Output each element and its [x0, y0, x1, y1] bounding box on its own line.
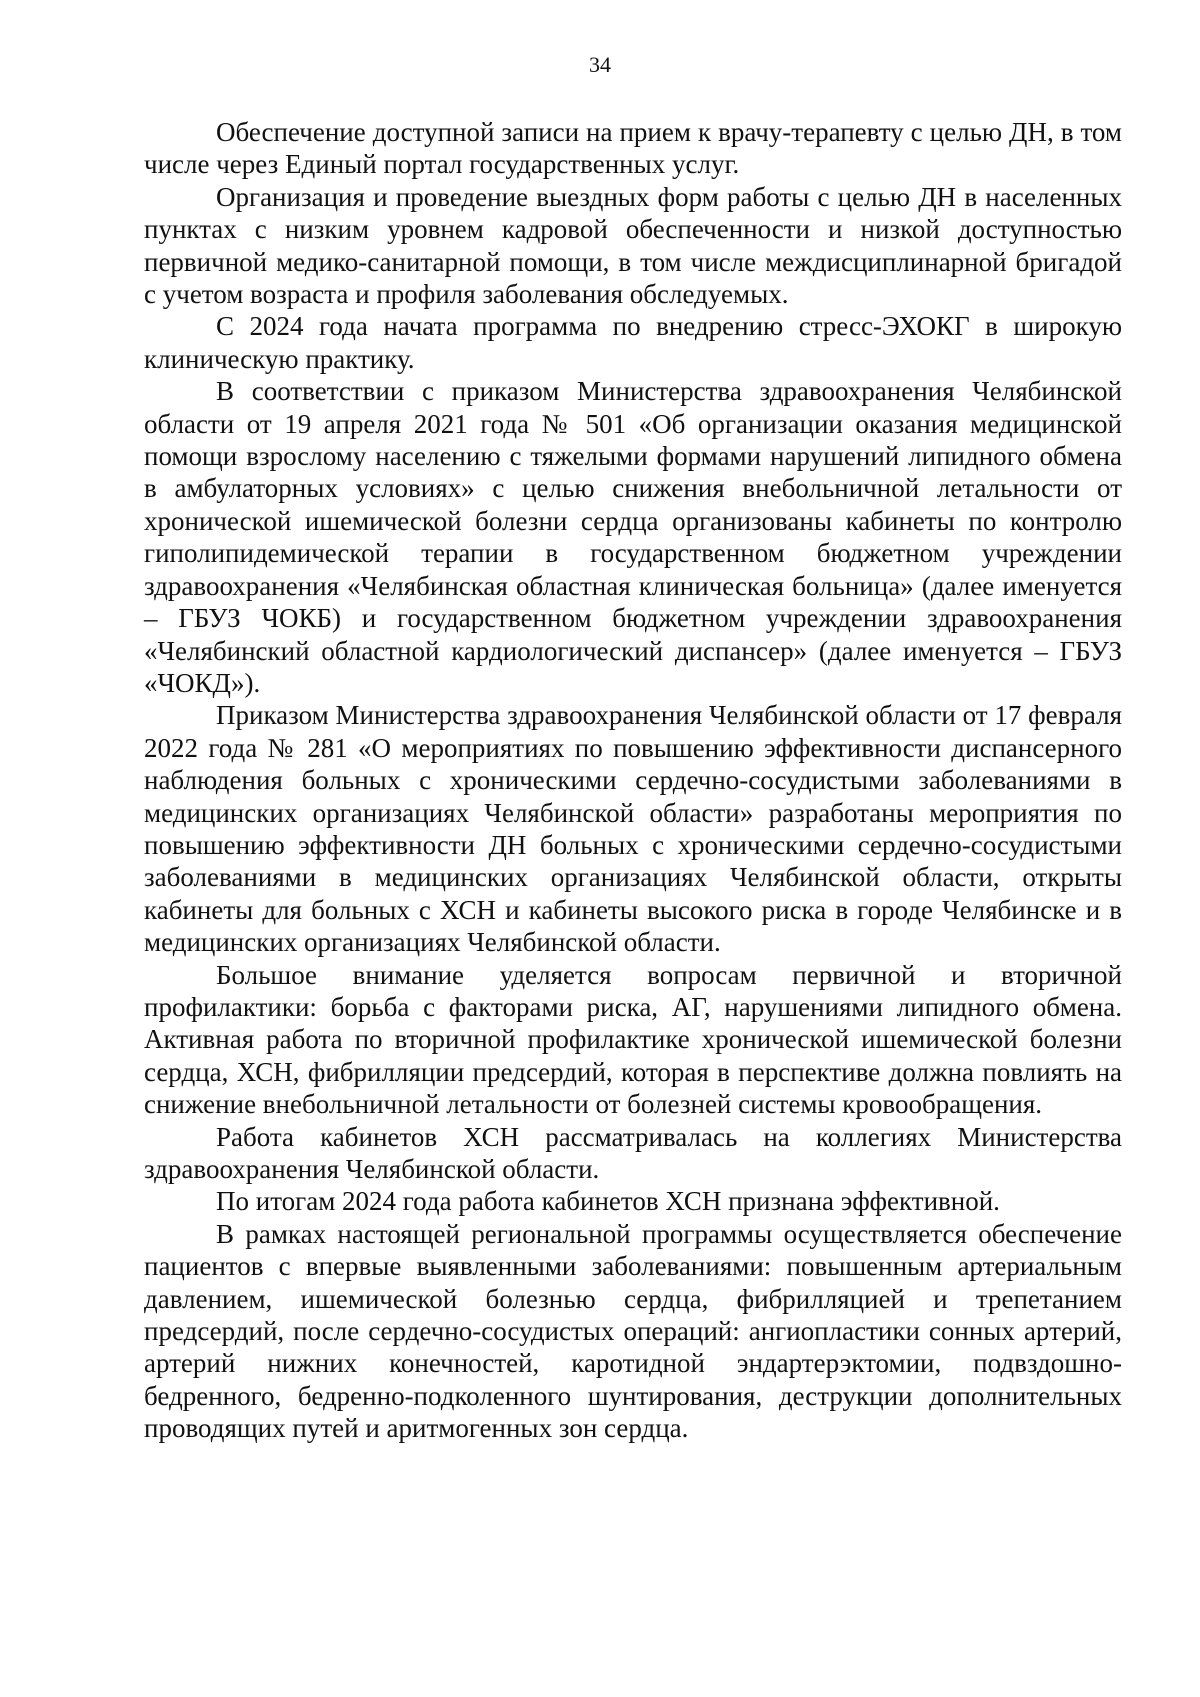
paragraph-regional-program: В рамках настоящей региональной программы осуществляется обеспечение пациентов с впервые выявленными заболеваниями: повышенным артериальным давлением, ишемической болезнью сердца, фибрилляцией и трепетанием предсердий, после сердечно-сосудистых операций: ангиопластики сонных артерий, артерий нижних конечностей, каротидной эндартерэктомии, подвздошно-бедренного, бедренно-подколенного шунтирования, деструкции дополнительных проводящих путей и аритмогенных зон сердца.: [144, 1218, 1122, 1444]
paragraph-order-281: Приказом Министерства здравоохранения Челябинской области от 17 февраля 2022 года № 281 «О мероприятиях по повышению эффективности диспансерного наблюдения больных с хроническими сердечно-сосудистыми заболеваниями в медицинских организациях Челябинской области» разработаны мероприятия по повышению эффективности ДН больных с хроническими сердечно-сосудистыми заболеваниями в медицинских организациях Челябинской области, открыты кабинеты для больных с ХСН и кабинеты высокого риска в городе Челябинске и в медицинских организациях Челябинской области.: [144, 700, 1122, 958]
document-body: [144, 116, 1122, 1445]
paragraph-order-501: В соответствии с приказом Министерства здравоохранения Челябинской области от 19 апреля 2021 года № 501 «Об организации оказания медицинской помощи взрослому населению с тяжелыми формами нарушений липидного обмена в амбулаторных условиях» с целью снижения внебольничной летальности от хронической ишемической болезни сердца организованы кабинеты по контролю гиполипидемической терапии в государственном бюджетном учреждении здравоохранения «Челябинская областная клиническая больница» (далее именуется – ГБУЗ ЧОКБ) и государственном бюджетном учреждении здравоохранения «Челябинский областной кардиологический диспансер» (далее именуется – ГБУЗ «ЧОКД»).: [144, 376, 1122, 698]
paragraph-stress-echo: С 2024 года начата программа по внедрению стресс-ЭХОКГ в широкую клиническую практику.: [144, 311, 1122, 374]
paragraph-hf-cabinets-result: По итогам 2024 года работа кабинетов ХСН признана эффективной.: [216, 1186, 1000, 1217]
paragraph-hf-cabinets-review: Работа кабинетов ХСН рассматривалась на коллегиях Министерства здравоохранения Челябинской области.: [144, 1121, 1122, 1184]
paragraph-dn-appointment: Обеспечение доступной записи на прием к врачу-терапевту с целью ДН, в том числе через Единый портал государственных услуг.: [144, 117, 1122, 180]
paragraph-prevention: Большое внимание уделяется вопросам первичной и вторичной профилактики: борьба с факторами риска, АГ, нарушениями липидного обмена. Активная работа по вторичной профилактике хронической ишемической болезни сердца, ХСН, фибрилляции предсердий, которая в перспективе должна повлиять на снижение внебольничной летальности от болезней системы кровообращения.: [144, 959, 1122, 1120]
paragraph-field-work: Организация и проведение выездных форм работы с целью ДН в населенных пунктах с низким уровнем кадровой обеспеченности и низкой доступностью первичной медико-санитарной помощи, в том числе междисциплинарной бригадой с учетом возраста и профиля заболевания обследуемых.: [144, 181, 1122, 310]
page-number: 34: [589, 52, 611, 77]
